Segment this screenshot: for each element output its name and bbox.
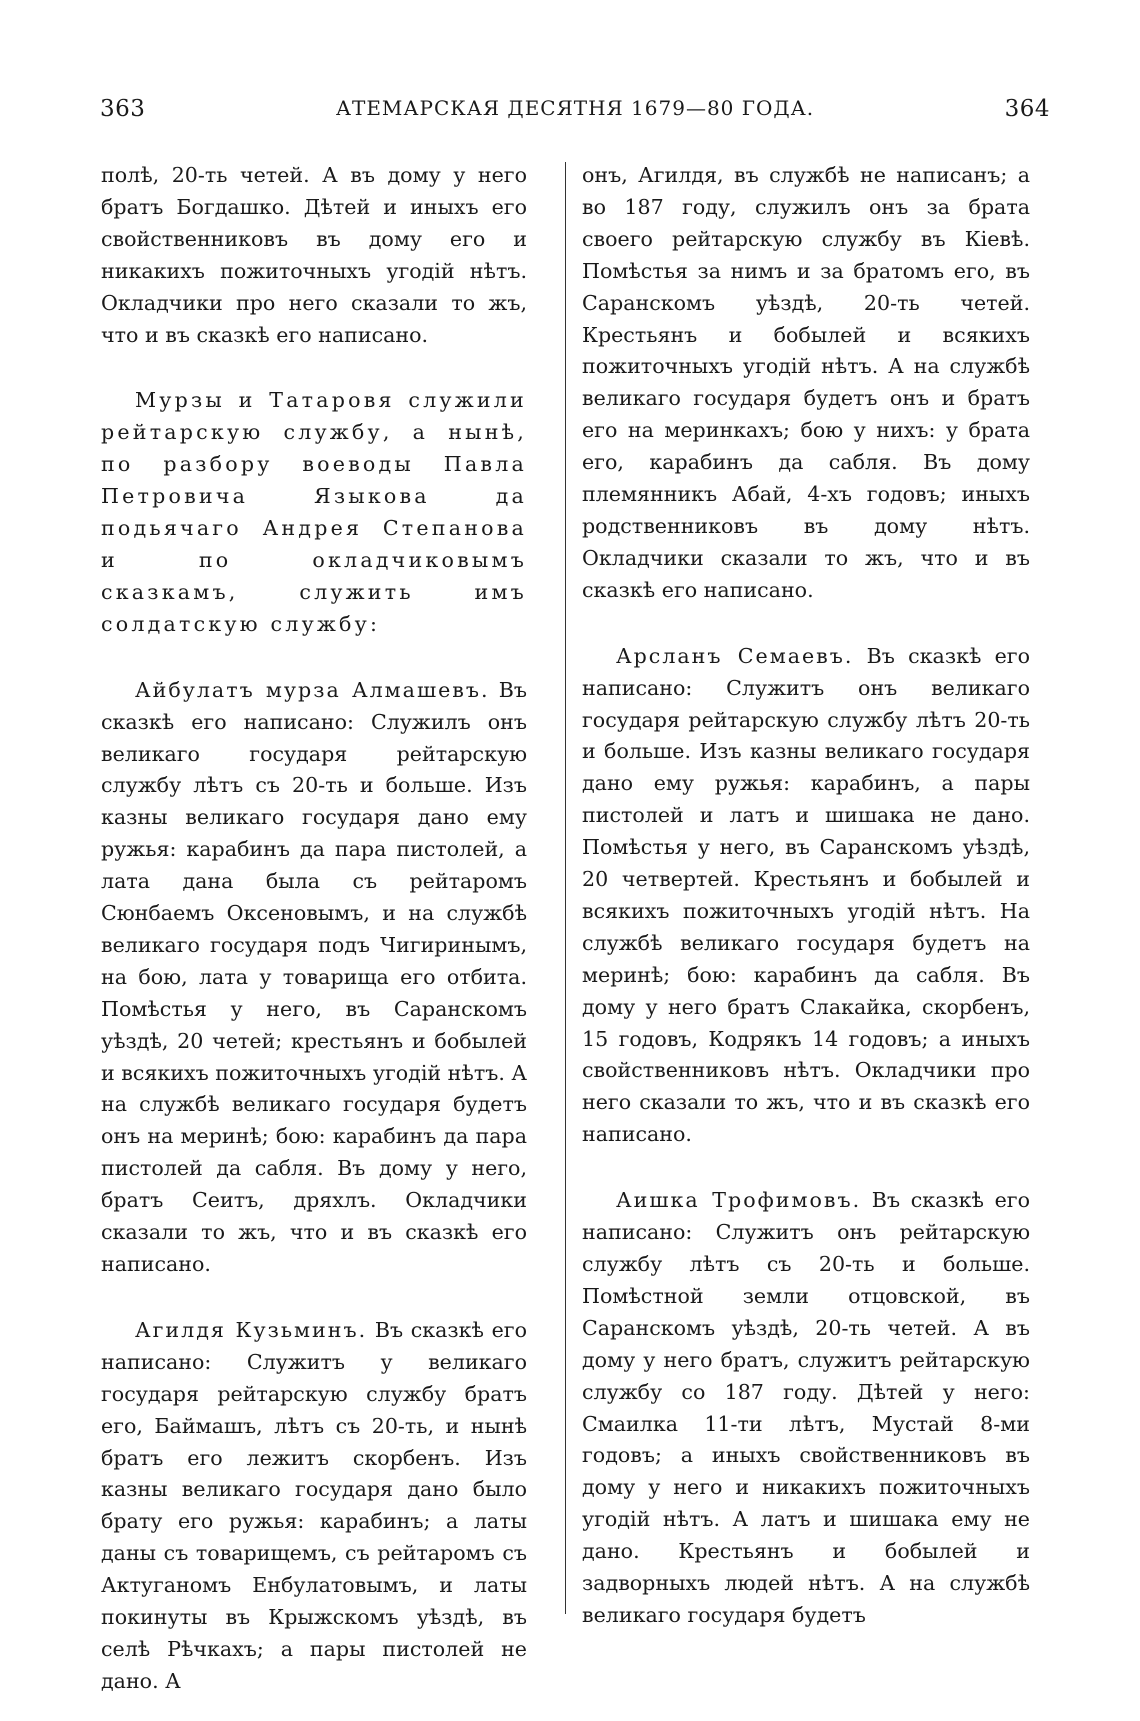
entry-agildya: [101, 1315, 527, 1698]
paragraph-continuation: онъ, Агилдя, въ службѣ не написанъ; а во 187 году, служилъ онъ за брата своего рейтарскую службу въ Кіевѣ. Помѣстья за нимъ и за братомъ его, въ Саранскомъ уѣздѣ, 20-ть четей. Крестьянъ и бобылей и всякихъ пожиточныхъ угодій нѣтъ. А на службѣ великаго государя будетъ онъ и братъ его на меринкахъ; бою у нихъ: у брата его, карабинъ да сабля. Въ дому племянникъ Абай, 4-хъ годовъ; иныхъ родственниковъ въ дому нѣтъ. Окладчики сказали то жъ, что и въ сказкѣ его написано.: [582, 163, 1030, 602]
entry-text: Въ сказкѣ его написано: Служитъ онъ рейтарскую службу лѣтъ съ 20-ть и больше. Помѣстной земли отцовской, въ Саранскомъ уѣздѣ, 20-ть четей. А въ дому у него братъ, служитъ рейтарскую службу со 187 году. Дѣтей у него: Смаилка 11-ти лѣтъ, Мустай 8-ми годовъ; а иныхъ свойственниковъ въ дому у него и никакихъ пожиточныхъ угодій нѣтъ. А латъ и шишака ему не дано. Крестьянъ и бобылей и задворныхъ людей нѣтъ. А на службѣ великаго государя будетъ: [582, 1188, 1030, 1627]
right-column: [582, 160, 1030, 1632]
entry-name: Арсланъ Семаевъ.: [616, 643, 854, 668]
running-title: АТЕМАРСКАЯ ДЕСЯТНЯ 1679—80 ГОДА.: [335, 96, 815, 120]
entry-aishka: [582, 1185, 1030, 1632]
paragraph-continuation: полѣ, 20-ть четей. А въ дому у него братъ Богдашко. Дѣтей и иныхъ его свойственниковъ въ дому его и никакихъ пожиточныхъ угодій нѣтъ. Окладчики про него сказали то жъ, что и въ сказкѣ его написано.: [101, 163, 527, 347]
left-column: [101, 160, 527, 1698]
entry-arslan: [582, 641, 1030, 1152]
entry-text: Въ сказкѣ его написано: Служитъ у великаго государя рейтарскую службу братъ его, Баймашъ, лѣтъ съ 20-ть, и нынѣ братъ его лежитъ скорбенъ. Изъ казны великаго государя дано было брату его ружья: карабинъ; а латы даны съ товарищемъ, съ рейтаромъ съ Актуганомъ Енбулатовымъ, и латы покинуты въ Крыжскомъ уѣздѣ, въ селѣ Рѣчкахъ; а пары пистолей не дано. А: [101, 1317, 527, 1693]
entry-text: Въ сказкѣ его написано: Служилъ онъ великаго государя рейтарскую службу лѣтъ съ 20-ть и больше. Изъ казны великаго государя дано ему ружья: карабинъ да пара пистолей, а лата дана была съ рейтаромъ Сюнбаемъ Оксеновымъ, и на службѣ великаго государя подъ Чигиринымъ, на бою, лата у товарища его отбита. Помѣстья у него, въ Саранскомъ уѣздѣ, 20 четей; крестьянъ и бобылей и всякихъ пожиточныхъ угодій нѣтъ. А на службѣ великаго государя будетъ онъ на меринѣ; бою: карабинъ да пара пистолей да сабля. Въ дому у него, братъ Сеитъ, дряхлъ. Окладчики сказали то жъ, что и въ сказкѣ его написано.: [101, 677, 528, 1276]
page-header: [100, 96, 1050, 130]
page-number-left: 363: [100, 96, 146, 122]
entry-name: Агилдя Кузьминъ.: [135, 1317, 368, 1342]
column-divider: [565, 162, 566, 1614]
page-number-right: 364: [1004, 96, 1050, 122]
section-heading: Мурзы и Татаровя служили рейтарскую службу, а нынѣ, по разбору воеводы Павла Петровича Языкова да подьячаго Андрея Степанова и по окладчиковымъ сказкамъ, служить имъ солдатскую службу:: [101, 388, 527, 636]
entry-text: Въ сказкѣ его написано: Служитъ онъ великаго государя рейтарскую службу лѣтъ 20-ть и больше. Изъ казны великаго государя дано ему ружья: карабинъ, а пары пистолей и латъ и шишака не дано. Помѣстья у него, въ Саранскомъ уѣздѣ, 20 четвертей. Крестьянъ и бобылей и всякихъ пожиточныхъ угодій нѣтъ. На службѣ великаго государя будетъ на меринѣ; бою: карабинъ да сабля. Въ дому у него братъ Слакайка, скорбенъ, 15 годовъ, Кодрякъ 14 годовъ; а иныхъ свойственниковъ нѣтъ. Окладчики про него сказали то жъ, что и въ сказкѣ его написано.: [582, 643, 1030, 1147]
entry-name: Айбулатъ мурза Алмашевъ.: [135, 677, 490, 702]
entry-aibulat: [101, 675, 527, 1281]
entry-name: Аишка Трофимовъ.: [616, 1188, 862, 1213]
